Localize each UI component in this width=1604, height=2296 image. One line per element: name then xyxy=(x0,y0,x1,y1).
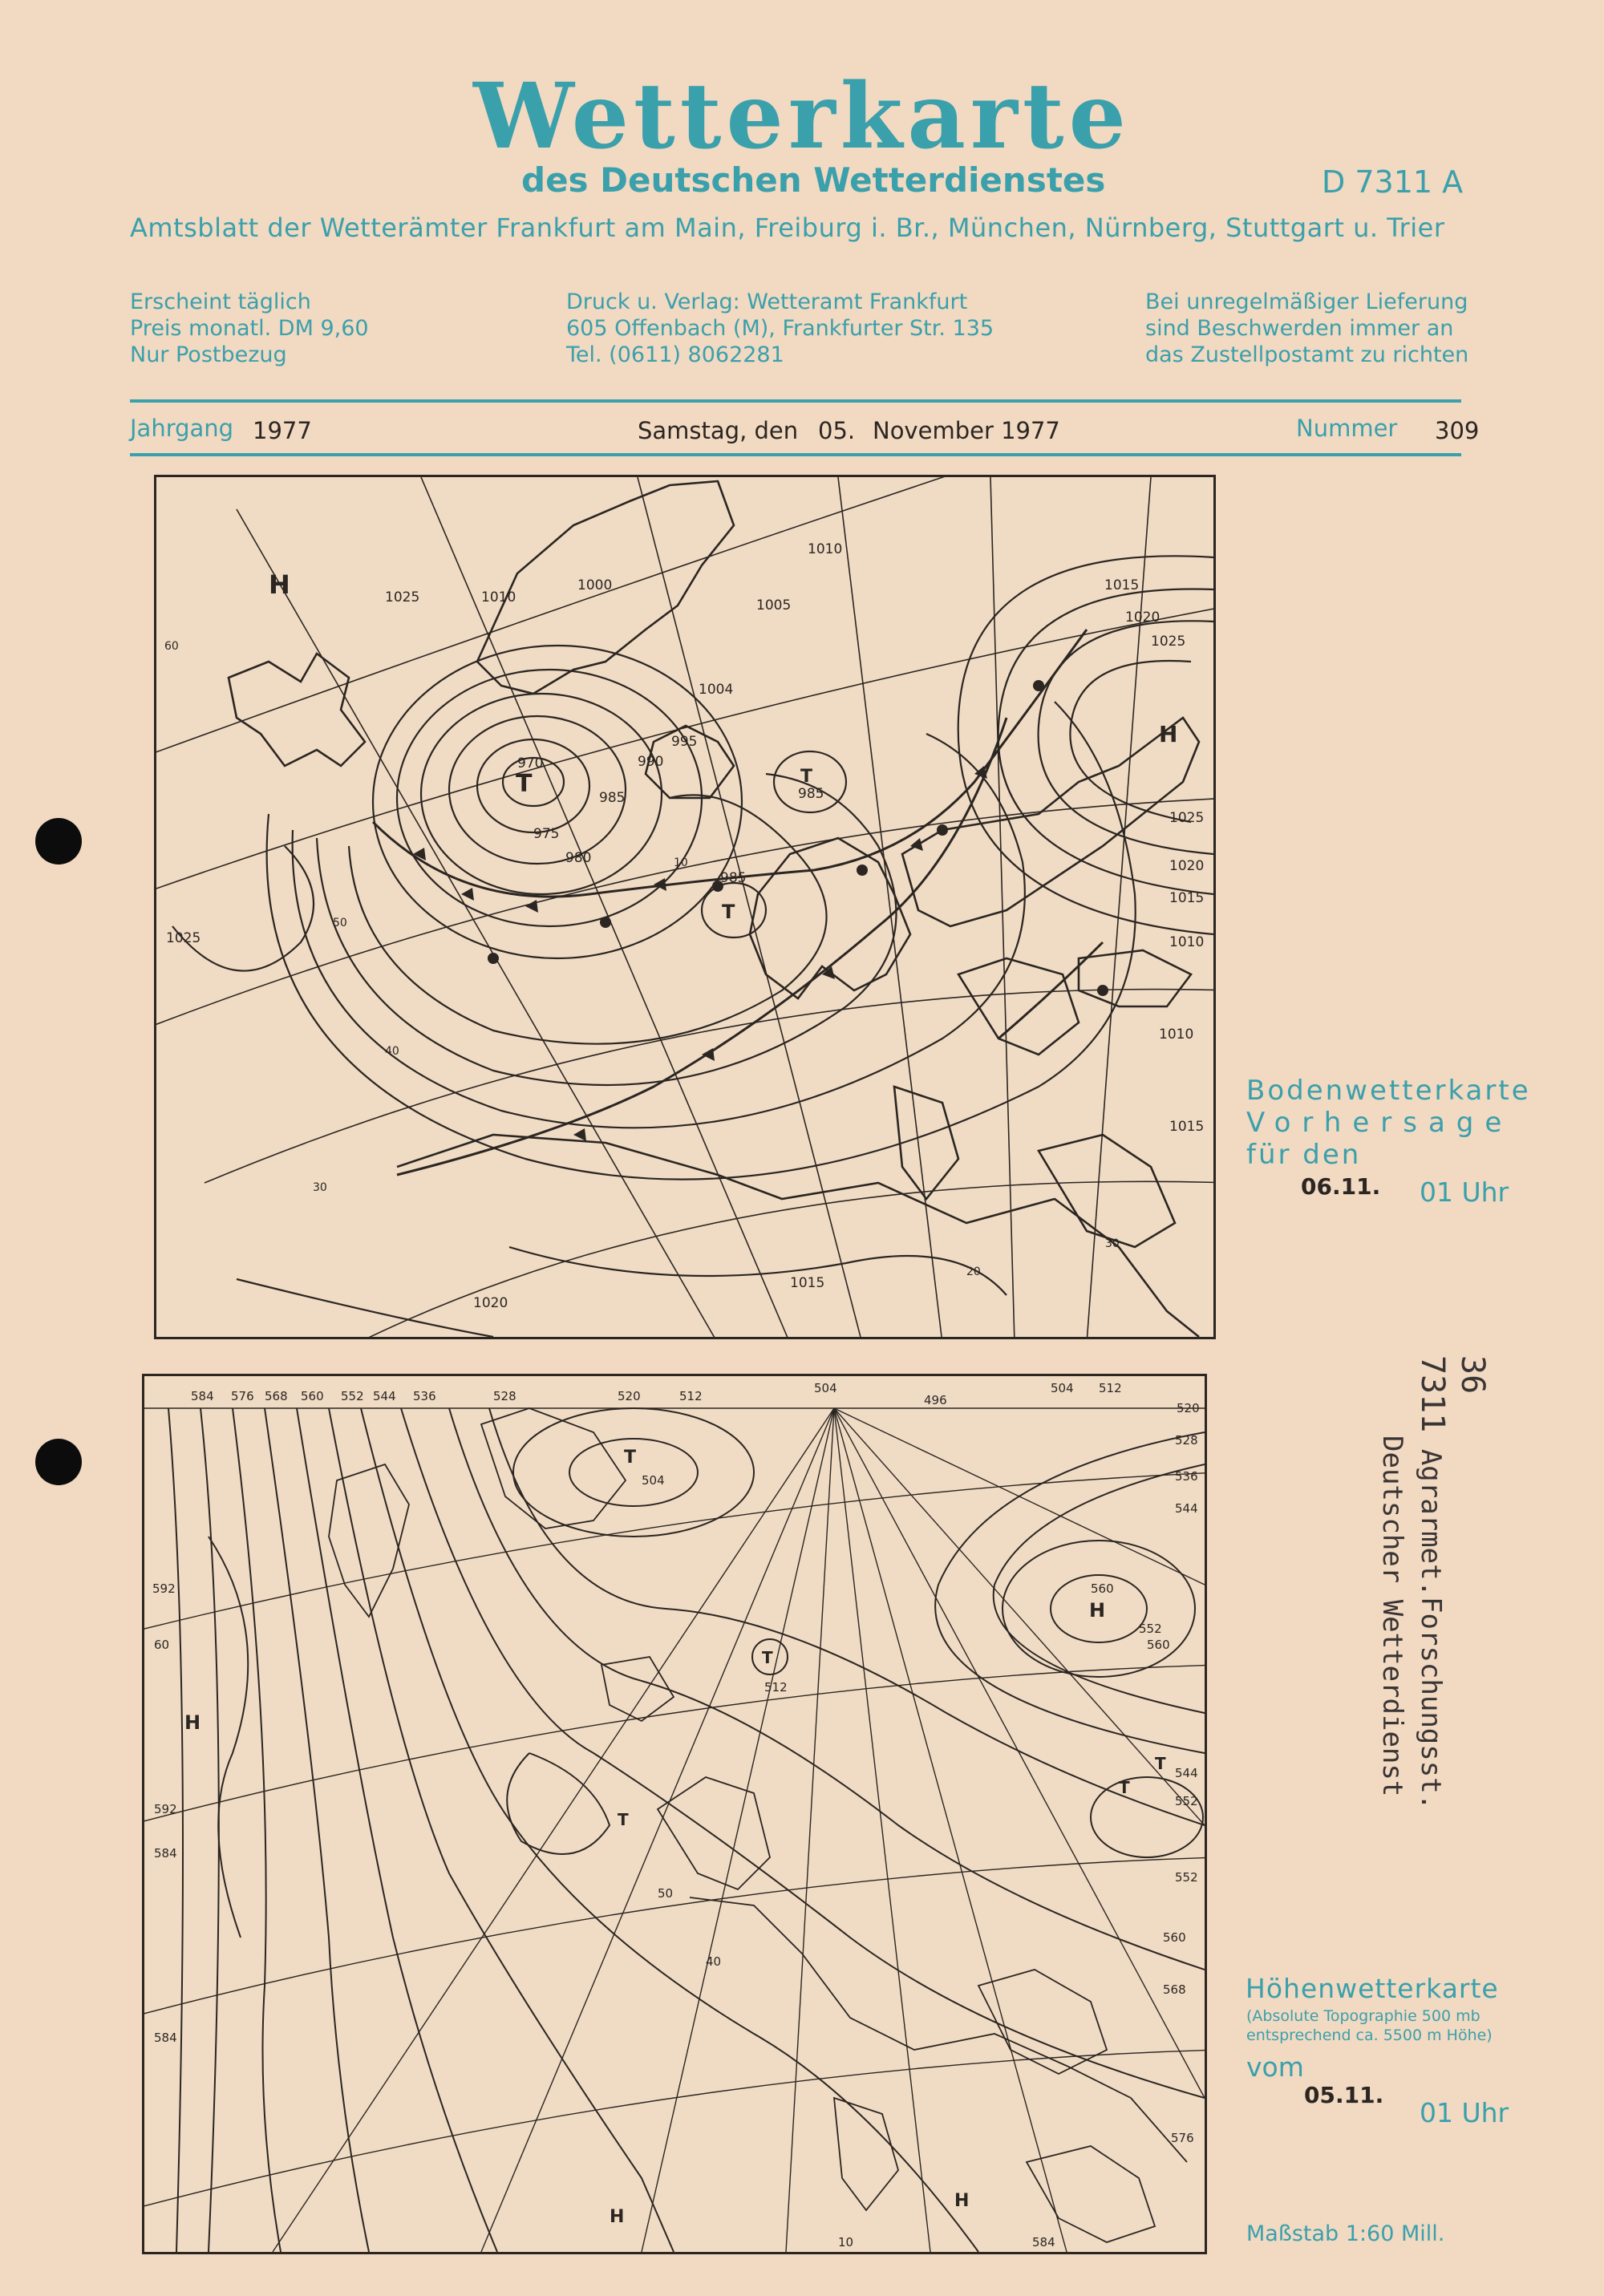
contour-label: 536 xyxy=(1175,1469,1198,1484)
low-pressure-label: T xyxy=(762,1648,773,1667)
issue-row xyxy=(130,415,1480,447)
contour-label: 576 xyxy=(231,1389,254,1403)
isobar-label: 1010 xyxy=(1159,1027,1194,1043)
contour-label: 560 xyxy=(301,1389,324,1403)
isobar-label: 1015 xyxy=(790,1275,825,1291)
upper-map-drawing xyxy=(144,1376,1205,2252)
upper-caption-title: Höhenwetterkarte xyxy=(1246,1973,1499,2004)
isobar-label: 1025 xyxy=(385,589,420,605)
upper-caption-from: vom xyxy=(1246,2051,1304,2083)
contour-label: 504 xyxy=(642,1473,665,1488)
info-left-line: Erscheint täglich xyxy=(130,290,311,314)
info-left xyxy=(130,289,369,368)
jahrgang-value: 1977 xyxy=(253,417,312,444)
surface-map-time: 01 Uhr xyxy=(1420,1176,1509,1208)
graticule-label: 40 xyxy=(385,1045,399,1058)
isobar-label: 1025 xyxy=(166,930,201,946)
amtsblatt-line: Amtsblatt der Wetterämter Frankfurt am Main, Freiburg i. Br., München, Nürnberg, Stuttgart u. Trier xyxy=(130,213,1445,243)
low-pressure-label: T xyxy=(1155,1754,1166,1773)
contour-label: 544 xyxy=(1175,1766,1198,1780)
punch-hole xyxy=(35,1439,82,1485)
low-pressure-label: T xyxy=(722,901,735,923)
header-rule-top xyxy=(130,399,1461,403)
stamp-organisation: Deutscher Wetterdienst xyxy=(1376,1436,1408,1797)
date-rest: November 1977 xyxy=(873,417,1060,444)
contour-label: 552 xyxy=(341,1389,364,1403)
contour-label: 584 xyxy=(154,2031,177,2045)
graticule-label: 30 xyxy=(313,1181,327,1194)
map-scale: Maßstab 1:60 Mill. xyxy=(1246,2221,1445,2246)
isobar-label: 1000 xyxy=(577,577,613,593)
low-pressure-label: T xyxy=(1119,1778,1130,1797)
issue-code: D 7311 A xyxy=(1322,164,1464,200)
stamp-institute: Agrarmet.Forschungsst. xyxy=(1415,1448,1447,1811)
low-pressure-label: T xyxy=(516,770,533,798)
page-title: Wetterkarte xyxy=(473,64,1131,169)
isobar-label: 985 xyxy=(599,790,626,806)
isobar-label: 985 xyxy=(720,870,747,886)
upper-map-labels xyxy=(152,1381,1200,2249)
contour-label: 552 xyxy=(1175,1870,1198,1885)
contour-label: 552 xyxy=(1175,1794,1198,1808)
isobar-label: 1004 xyxy=(699,682,734,698)
isobar-label: 1020 xyxy=(1169,858,1205,874)
contour-label: 552 xyxy=(1139,1622,1162,1636)
punch-hole xyxy=(35,818,82,865)
graticule-label: 60 xyxy=(164,640,179,653)
jahrgang-label: Jahrgang xyxy=(130,415,234,442)
nummer-value: 309 xyxy=(1435,417,1480,444)
info-left-line: Preis monatl. DM 9,60 xyxy=(130,316,369,341)
stamp-text xyxy=(1373,1355,1492,1810)
fronts xyxy=(373,630,1103,1175)
isobar-label: 1020 xyxy=(1125,609,1160,626)
high-pressure-label: H xyxy=(610,2207,625,2227)
isobar-label: 1015 xyxy=(1169,890,1205,906)
info-middle-line: Tel. (0611) 8062281 xyxy=(566,342,784,367)
stamp-code: 7311 xyxy=(1414,1355,1451,1433)
contour-label: 50 xyxy=(658,1886,674,1901)
isobar-label: 970 xyxy=(517,755,544,771)
stamp-line xyxy=(1373,1355,1412,1810)
contour-label: 512 xyxy=(679,1389,703,1403)
contour-label: 520 xyxy=(618,1389,641,1403)
contour-label: 60 xyxy=(154,1638,170,1652)
graticule-label: 30 xyxy=(1105,1237,1120,1250)
contour-label: 568 xyxy=(1163,1982,1186,1997)
contour-label: 504 xyxy=(814,1381,837,1395)
date-day: 05. xyxy=(818,417,856,444)
surface-weather-map xyxy=(154,475,1216,1339)
graticule xyxy=(156,477,1213,1337)
high-pressure-label: H xyxy=(954,2191,970,2211)
isobar-label: 1010 xyxy=(808,541,843,557)
isobar-label: 1020 xyxy=(473,1295,508,1311)
isobar-label: 975 xyxy=(533,826,560,842)
graticule xyxy=(144,1408,1205,2252)
contour-label: 512 xyxy=(764,1680,788,1695)
contour-label: 560 xyxy=(1091,1581,1114,1596)
coastlines xyxy=(229,481,1199,1337)
graticule-label: 50 xyxy=(333,917,347,929)
upper-map-date: 05.11. xyxy=(1304,2082,1384,2108)
surface-map-caption xyxy=(1246,1075,1531,1171)
archive-stamp xyxy=(1376,1355,1492,1917)
contour-label: 584 xyxy=(1032,2235,1055,2249)
info-right-line: sind Beschwerden immer an xyxy=(1145,316,1454,341)
surface-caption-title: Bodenwetterkarte xyxy=(1246,1075,1531,1107)
high-pressure-label: H xyxy=(269,569,290,600)
contour-label: 592 xyxy=(154,1802,177,1816)
isobar-label: 1010 xyxy=(1169,934,1205,950)
high-pressure-label: H xyxy=(1089,1599,1106,1622)
isobar-label: 1010 xyxy=(481,589,516,605)
contour-label: 528 xyxy=(1175,1433,1198,1448)
isobar-label: 1025 xyxy=(1151,634,1186,650)
isobar-label: 980 xyxy=(565,850,592,866)
info-right xyxy=(1145,289,1469,368)
upper-map-time: 01 Uhr xyxy=(1420,2097,1509,2128)
info-right-line: das Zustellpostamt zu richten xyxy=(1145,342,1469,367)
isobar-label: 985 xyxy=(798,786,824,802)
nummer-label: Nummer xyxy=(1296,415,1398,442)
date-prefix: Samstag, den xyxy=(638,417,799,444)
stamp-line xyxy=(1452,1355,1492,1810)
contour-label: 40 xyxy=(706,1954,722,1969)
header-rule-bottom xyxy=(130,453,1461,456)
top-labels xyxy=(191,1381,1200,1415)
info-left-line: Nur Postbezug xyxy=(130,342,287,367)
surface-caption-for: für den xyxy=(1246,1139,1362,1171)
isobar-label: 990 xyxy=(638,754,664,770)
contour-label: 520 xyxy=(1177,1401,1200,1415)
upper-caption-sub2: entsprechend ca. 5500 m Höhe) xyxy=(1246,2027,1493,2044)
contour-label: 496 xyxy=(924,1393,947,1407)
info-middle-line: Druck u. Verlag: Wetteramt Frankfurt xyxy=(566,290,968,314)
info-middle xyxy=(566,289,994,368)
graticule-label: 20 xyxy=(966,1265,981,1278)
page-subtitle: des Deutschen Wetterdienstes xyxy=(521,160,1106,200)
contour-label: 528 xyxy=(493,1389,516,1403)
isobar-label: 1025 xyxy=(1169,810,1205,826)
high-pressure-label: H xyxy=(184,1711,201,1734)
contour-label: 584 xyxy=(154,1846,177,1861)
surface-map-date: 06.11. xyxy=(1301,1173,1381,1200)
contour-label: 560 xyxy=(1147,1638,1170,1652)
graticule-label: 10 xyxy=(674,856,688,869)
contour-label: 584 xyxy=(191,1389,214,1403)
contour-label: 592 xyxy=(152,1581,176,1596)
contour-label: 544 xyxy=(1175,1501,1198,1516)
upper-air-map xyxy=(142,1374,1207,2254)
contours xyxy=(168,1408,1205,2252)
contour-label: 504 xyxy=(1051,1381,1074,1395)
high-pressure-label: H xyxy=(1159,721,1178,747)
upper-caption-sub1: (Absolute Topographie 500 mb xyxy=(1246,2007,1480,2025)
low-pressure-label: T xyxy=(800,767,813,787)
stamp-number: 36 xyxy=(1454,1355,1491,1395)
contour-label: 512 xyxy=(1099,1381,1122,1395)
surface-map-drawing xyxy=(156,477,1213,1337)
contour-label: 568 xyxy=(265,1389,288,1403)
isobars xyxy=(172,556,1213,1337)
isobar-label: 1015 xyxy=(1169,1119,1205,1135)
surface-caption-sub: Vorhersage xyxy=(1246,1107,1513,1139)
contour-label: 10 xyxy=(838,2235,854,2249)
isobar-label: 1005 xyxy=(756,597,792,613)
contour-label: 560 xyxy=(1163,1930,1186,1945)
isobar-label: 995 xyxy=(671,734,698,750)
contour-label: 544 xyxy=(373,1389,396,1403)
info-right-line: Bei unregelmäßiger Lieferung xyxy=(1145,290,1468,314)
isobar-label: 1015 xyxy=(1104,577,1140,593)
contour-label: 536 xyxy=(413,1389,436,1403)
stamp-line xyxy=(1412,1355,1452,1810)
contour-label: 576 xyxy=(1171,2131,1194,2145)
low-pressure-label: T xyxy=(624,1448,637,1468)
info-middle-line: 605 Offenbach (M), Frankfurter Str. 135 xyxy=(566,316,994,341)
low-pressure-label: T xyxy=(618,1810,629,1829)
